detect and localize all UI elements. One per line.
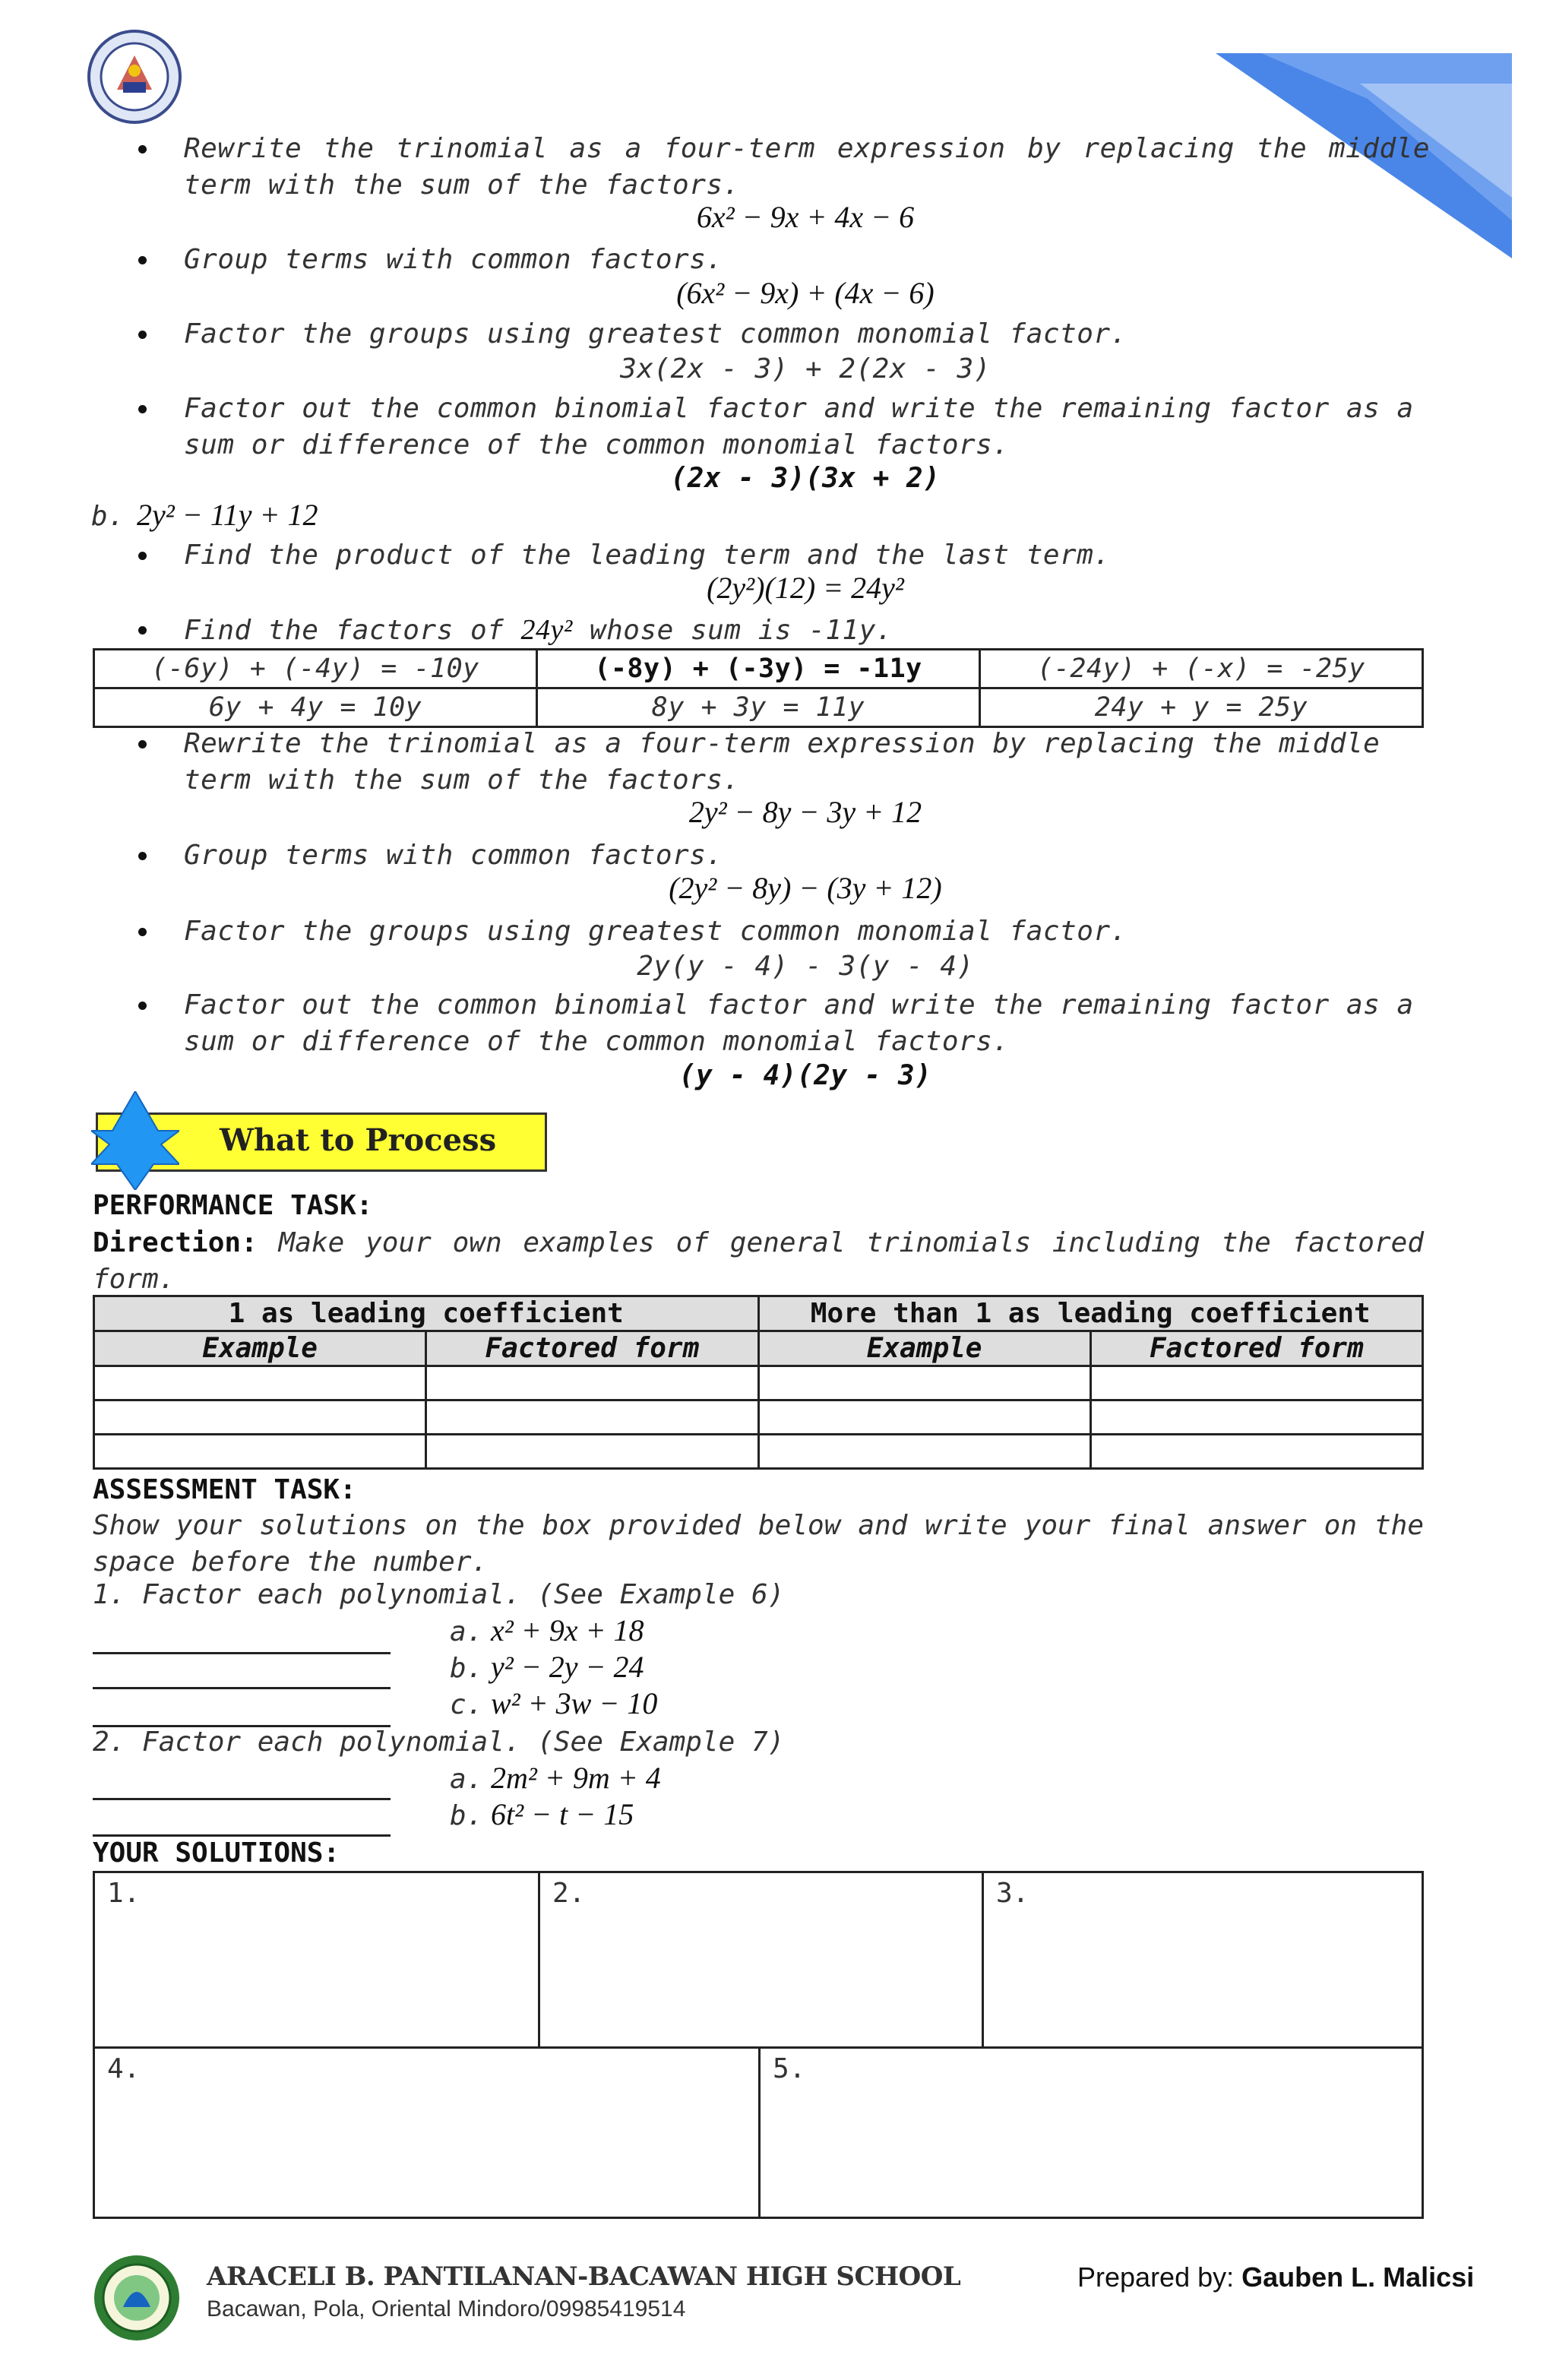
school-name: ARACELI B. PANTILANAN-BACAWAN HIGH SCHOOL (207, 2261, 961, 2292)
bullet-icon (138, 852, 147, 860)
step-text-post: whose sum is -11y. (589, 615, 893, 646)
equation: (2y² − 8y) − (3y + 12) (669, 871, 942, 905)
box-number: 2. (552, 1878, 586, 1909)
example-b-heading (91, 497, 318, 535)
table-cell: (-6y) + (-4y) = -10y (94, 650, 537, 688)
step-text: Factor the groups using greatest common monomial factor. (184, 916, 1127, 947)
answer-cell[interactable] (94, 1366, 426, 1400)
step-text: Find the product of the leading term and the last term. (184, 540, 1111, 571)
bullet-icon (138, 1002, 147, 1010)
deped-seal-logo (87, 29, 182, 125)
question-2: 2. Factor each polynomial. (See Example 7) (93, 1726, 785, 1758)
school-address: Bacawan, Pola, Oriental Mindoro/09985419514 (207, 2296, 686, 2321)
answer-cell[interactable] (426, 1400, 758, 1435)
equation: (2y²)(12) = 24y² (707, 571, 904, 605)
star-icon (91, 1091, 179, 1190)
table-cell: 24y + y = 25y (980, 688, 1423, 727)
answer-cell[interactable] (94, 1400, 426, 1435)
bullet-icon (138, 405, 147, 413)
solution-box-3[interactable] (984, 1873, 1422, 2049)
banner-title: What to Process (220, 1122, 497, 1158)
q1-item-a: a. x² + 9x + 18 (450, 1613, 644, 1647)
column-header: Example (94, 1331, 426, 1366)
performance-heading: PERFORMANCE TASK: (93, 1190, 373, 1221)
equation: 2y(y - 4) - 3(y - 4) (637, 951, 974, 982)
term: 24y² (520, 614, 573, 646)
equation: 2y² − 8y − 3y + 12 (688, 795, 922, 829)
box-number: 4. (107, 2053, 141, 2084)
step-text: Factor the groups using greatest common monomial factor. (184, 318, 1127, 350)
step-text: Rewrite the trinomial as a four-term expression by replacing the middle term with the sum of the factors. (184, 728, 1380, 796)
q1-item-c: c. w² + 3w − 10 (450, 1686, 658, 1720)
prepared-name: Gauben L. Malicsi (1241, 2261, 1475, 2293)
answer-line[interactable] (93, 1834, 391, 1837)
assessment-heading: ASSESSMENT TASK: (93, 1474, 356, 1505)
column-header: Factored form (426, 1331, 758, 1366)
solutions-heading: YOUR SOLUTIONS: (93, 1837, 340, 1869)
answer-line[interactable] (93, 1687, 391, 1689)
bullet-icon (138, 331, 147, 339)
column-header: Example (758, 1331, 1090, 1366)
q2-item-b: b. 6t² − t − 15 (450, 1797, 634, 1831)
table-cell: (-24y) + (-x) = -25y (980, 650, 1423, 688)
bullet-icon (138, 626, 147, 635)
example-label: b. (91, 501, 125, 532)
answer-cell[interactable] (1090, 1366, 1422, 1400)
prepared-label: Prepared by: (1077, 2261, 1235, 2293)
box-number: 1. (107, 1878, 141, 1909)
q2-item-a: a. 2m² + 9m + 4 (450, 1761, 661, 1795)
answer-cell[interactable] (94, 1435, 426, 1469)
step-text: Factor out the common binomial factor and write the remaining factor as a sum or difference of the common monomial factors. (184, 393, 1414, 460)
performance-direction (93, 1225, 1424, 1298)
step-text-pre: Find the factors of (184, 615, 504, 646)
direction-text: Make your own examples of general trinomials including the factored form. (93, 1227, 1424, 1295)
solution-box-1[interactable] (95, 1873, 540, 2049)
group-header: 1 as leading coefficient (94, 1296, 759, 1331)
table-cell: (-8y) + (-3y) = -11y (537, 650, 980, 688)
box-number: 3. (996, 1878, 1029, 1909)
school-logo (93, 2254, 181, 2342)
answer-cell[interactable] (758, 1400, 1090, 1435)
step-text: Factor out the common binomial factor and write the remaining factor as a sum or difference of the common monomial factors. (184, 989, 1414, 1057)
equation: 3x(2x - 3) + 2(2x - 3) (620, 353, 991, 385)
table-cell: 8y + 3y = 11y (537, 688, 980, 727)
group-header: More than 1 as leading coefficient (758, 1296, 1423, 1331)
bullet-icon (138, 145, 147, 153)
answer-cell[interactable] (426, 1366, 758, 1400)
answer-line[interactable] (93, 1798, 391, 1800)
performance-table (93, 1295, 1424, 1470)
answer-cell[interactable] (426, 1435, 758, 1469)
bullet-icon (138, 740, 147, 748)
column-header: Factored form (1090, 1331, 1422, 1366)
equation: 6x² − 9x + 4x − 6 (696, 200, 915, 234)
solution-box-2[interactable] (540, 1873, 984, 2049)
step-text (184, 612, 893, 649)
box-number: 5. (773, 2053, 806, 2084)
answer-line[interactable] (93, 1652, 391, 1654)
prepared-by (1077, 2261, 1474, 2293)
step-text: Group terms with common factors. (184, 244, 723, 275)
step-text: Group terms with common factors. (184, 840, 723, 871)
solutions-grid (93, 1871, 1424, 2219)
bullet-icon (138, 928, 147, 936)
q1-item-b: b. y² − 2y − 24 (450, 1650, 644, 1684)
answer-cell[interactable] (1090, 1435, 1422, 1469)
final-answer: (2x - 3)(3x + 2) (670, 463, 941, 494)
table-cell: 6y + 4y = 10y (94, 688, 537, 727)
final-answer: (y - 4)(2y - 3) (678, 1060, 932, 1091)
assessment-instructions: Show your solutions on the box provided below and write your final answer on the space before the number. (93, 1510, 1424, 1578)
solution-box-5[interactable] (761, 2049, 1422, 2217)
solution-box-4[interactable] (95, 2049, 761, 2217)
direction-label: Direction: (93, 1227, 258, 1258)
bullet-icon (138, 256, 147, 264)
answer-cell[interactable] (758, 1366, 1090, 1400)
trinomial: 2y² − 11y + 12 (137, 498, 318, 532)
answer-cell[interactable] (758, 1435, 1090, 1469)
answer-cell[interactable] (1090, 1400, 1422, 1435)
question-1: 1. Factor each polynomial. (See Example 6) (93, 1579, 785, 1610)
equation: (6x² − 9x) + (4x − 6) (676, 276, 935, 310)
bullet-icon (138, 552, 147, 560)
step-text: Rewrite the trinomial as a four-term expression by replacing the middle term with the sum of the factors. (184, 133, 1430, 201)
factor-pairs-table (93, 648, 1424, 728)
